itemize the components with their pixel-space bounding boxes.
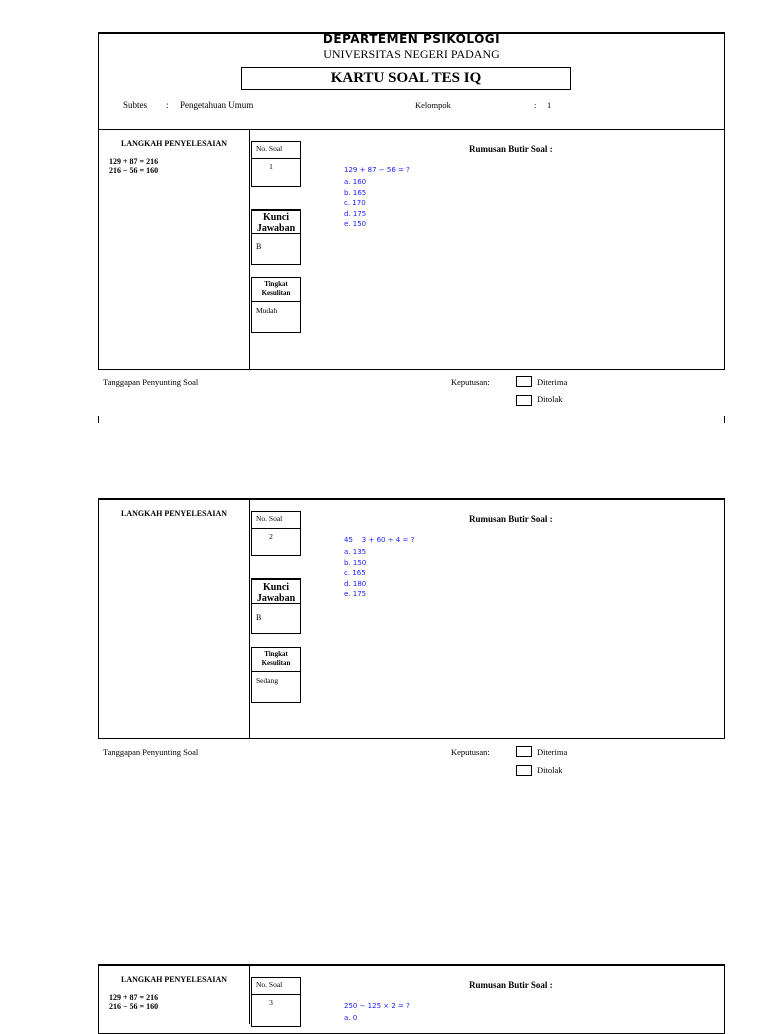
option-a: a. 0: [344, 1014, 358, 1022]
tingkat-divider: [251, 671, 301, 672]
kunci-label-line-2: Jawaban: [256, 593, 296, 604]
tingkat-value: Sedang: [256, 676, 279, 685]
keputusan-label: Keputusan:: [451, 377, 490, 387]
subtes-label: Subtes: [123, 100, 148, 110]
tingkat-label-line-2: Kesulitan: [261, 289, 291, 297]
diterima-label: Diterima: [537, 377, 568, 387]
option-a: a. 135: [344, 548, 367, 556]
question-text: 129 + 87 − 56 = ?: [344, 166, 410, 174]
card-1-body: [98, 129, 725, 370]
card-title: KARTU SOAL TES IQ: [330, 70, 482, 86]
subtes-colon: :: [166, 100, 169, 110]
kunci-value: B: [256, 613, 262, 622]
question-text: 45 3 + 60 ÷ 4 = ?: [344, 536, 415, 544]
tingkat-label: [251, 280, 301, 298]
ditolak-label: Ditolak: [537, 765, 563, 775]
langkah-heading: LANGKAH PENYELESAIAN: [120, 975, 227, 984]
step-line: 216 − 56 = 160: [109, 1002, 159, 1011]
option-d: d. 175: [344, 209, 367, 218]
tingkat-label-line-2: Kesulitan: [261, 659, 291, 667]
kunci-label: [251, 582, 301, 604]
page-break-mark-right: [724, 416, 725, 423]
card-1-divider: [249, 129, 250, 370]
langkah-heading: LANGKAH PENYELESAIAN: [120, 509, 227, 518]
no-soal-divider: [251, 528, 301, 529]
kunci-label-line-1: Kunci: [262, 582, 290, 593]
options-list: [344, 1013, 357, 1024]
option-b: b. 150: [344, 558, 367, 567]
card-2-body: [98, 498, 725, 739]
no-soal-label: No. Soal: [256, 980, 283, 989]
tanggapan-label: Tanggapan Penyunting Soal: [103, 377, 199, 387]
ditolak-label: Ditolak: [537, 394, 563, 404]
tingkat-divider: [251, 301, 301, 302]
subtes-value: Pengetahuan Umum: [180, 100, 254, 110]
diterima-checkbox[interactable]: [516, 746, 532, 757]
card-2-divider: [249, 498, 250, 739]
tanggapan-label: Tanggapan Penyunting Soal: [103, 747, 199, 757]
kunci-value: B: [256, 242, 262, 251]
step-line: 129 + 87 = 216: [109, 993, 159, 1002]
card-3-divider: [249, 964, 250, 1024]
no-soal-divider: [251, 994, 301, 995]
diterima-label: Diterima: [537, 747, 568, 757]
option-e: e. 175: [344, 590, 367, 598]
no-soal-value: 1: [269, 162, 273, 171]
step-line: 216 − 56 = 160: [109, 166, 159, 175]
kelompok-label: Kelompok: [415, 100, 451, 110]
rumusan-heading: Rumusan Butir Soal :: [469, 980, 553, 990]
diterima-checkbox[interactable]: [516, 376, 532, 387]
ditolak-checkbox[interactable]: [516, 765, 532, 776]
keputusan-label: Keputusan:: [451, 747, 490, 757]
page-break-mark-left: [98, 416, 99, 423]
no-soal-value: 2: [269, 532, 273, 541]
ditolak-checkbox[interactable]: [516, 395, 532, 406]
department-title: DEPARTEMEN PSIKOLOGI: [322, 32, 501, 46]
option-a: a. 160: [344, 178, 367, 186]
tingkat-label: [251, 650, 301, 668]
university-title: UNIVERSITAS NEGERI PADANG: [323, 47, 500, 61]
kelompok-colon: :: [534, 100, 537, 110]
kunci-label-line-2: Jawaban: [256, 223, 296, 234]
options-list: [344, 547, 366, 600]
no-soal-value: 3: [269, 998, 273, 1007]
step-line: 129 + 87 = 216: [109, 157, 159, 166]
option-c: c. 170: [344, 199, 366, 207]
kelompok-value: 1: [547, 100, 552, 110]
question-text: 250 − 125 × 2 = ?: [344, 1002, 410, 1010]
no-soal-label: No. Soal: [256, 514, 283, 523]
kunci-label: [251, 212, 301, 234]
option-b: b. 165: [344, 188, 367, 197]
rumusan-heading: Rumusan Butir Soal :: [469, 144, 553, 154]
rumusan-heading: Rumusan Butir Soal :: [469, 514, 553, 524]
option-d: d. 180: [344, 579, 367, 588]
no-soal-divider: [251, 158, 301, 159]
langkah-heading: LANGKAH PENYELESAIAN: [120, 139, 227, 148]
options-list: [344, 177, 366, 230]
tingkat-label-line-1: Tingkat: [264, 280, 288, 288]
option-e: e. 150: [344, 220, 367, 228]
kunci-label-line-1: Kunci: [262, 212, 290, 223]
tingkat-value: Mudah: [256, 306, 278, 315]
no-soal-label: No. Soal: [256, 144, 283, 153]
option-c: c. 165: [344, 569, 366, 577]
tingkat-label-line-1: Tingkat: [264, 650, 288, 658]
